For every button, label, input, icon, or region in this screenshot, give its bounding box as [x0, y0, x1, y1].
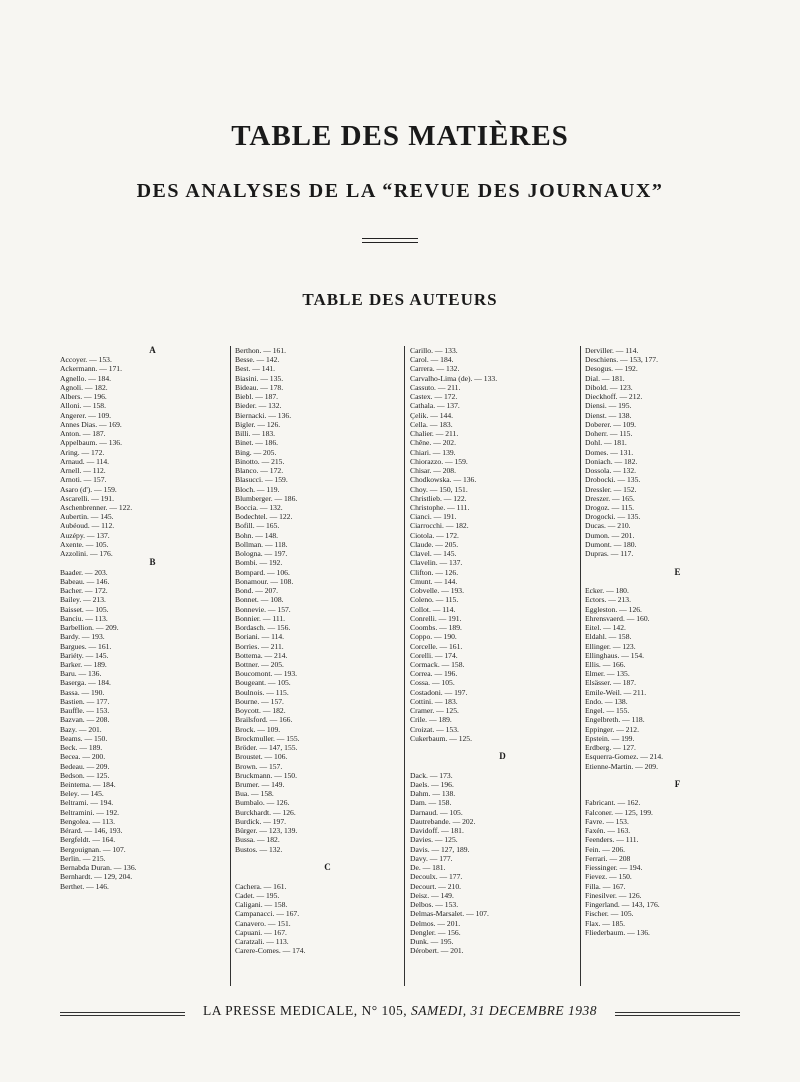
title-rule-bottom	[362, 242, 418, 243]
author-entry: Arnoti. — 157.	[60, 475, 107, 485]
author-entry: Clavel. — 145.	[410, 549, 457, 559]
author-entry: Dieckhoff. — 212.	[585, 392, 643, 402]
author-entry: Bauffle. — 153.	[60, 706, 110, 716]
author-entry: Burckhardt. — 126.	[235, 807, 296, 817]
author-entry: Decourt. — 210.	[410, 881, 462, 891]
author-entry: Fischer. — 105.	[585, 909, 634, 919]
author-entry: Brumer. — 149.	[235, 780, 285, 790]
author-entry: Bigler. — 126.	[235, 419, 281, 429]
author-entry: Axente. — 105.	[60, 539, 109, 549]
author-entry: Deisz. — 149.	[410, 890, 454, 900]
author-entry: Bottner. — 205.	[235, 659, 284, 669]
author-entry: Asaro (d'). — 159.	[60, 484, 117, 494]
author-entry: Dahm. — 138.	[410, 789, 456, 799]
author-entry: Finesilver. — 126.	[585, 890, 642, 900]
author-entry: Bougeant. — 105.	[235, 678, 291, 688]
author-entry: Eppinger. — 212.	[585, 724, 639, 734]
author-entry: Bruckmann. — 150.	[235, 770, 298, 780]
author-entry: Ecker. — 180.	[585, 586, 629, 596]
spacer	[585, 771, 770, 780]
author-entry: Appelbaum. — 136.	[60, 438, 123, 448]
author-entry: Bing. — 205.	[235, 447, 277, 457]
author-entry: Bottema. — 214.	[235, 650, 288, 660]
author-entry: Biasini. — 135.	[235, 373, 284, 383]
author-entry: Davidoff. — 181.	[410, 826, 464, 836]
author-entry: Binotto. — 215.	[235, 456, 285, 466]
author-entry: Coombs. — 189.	[410, 623, 462, 633]
author-entry: Bergfeldt. — 164.	[60, 835, 116, 845]
author-entry: Baru. — 136.	[60, 669, 102, 679]
author-entry: Becea. — 200.	[60, 752, 106, 762]
author-entry: Ectors. — 213.	[585, 595, 631, 605]
author-entry: Berthet. — 146.	[60, 881, 109, 891]
author-entry: Cianci. — 191.	[410, 512, 457, 522]
author-entry: Bodechtel. — 122.	[235, 512, 293, 522]
author-entry: Aring. — 172.	[60, 447, 105, 457]
author-entry: Favre. — 153.	[585, 816, 629, 826]
author-entry: Deschiens. — 153, 177.	[585, 355, 658, 365]
author-entry: Brock. — 109.	[235, 724, 281, 734]
author-entry: Cukerbaum. — 125.	[410, 733, 473, 743]
page-footer	[0, 1003, 800, 1019]
author-entry: Falconer. — 125, 199.	[585, 807, 653, 817]
author-entry: Dautrebande. — 202.	[410, 816, 476, 826]
author-entry: Bonnier. — 111.	[235, 613, 286, 623]
author-entry: Brockmuller. — 155.	[235, 733, 300, 743]
author-entry: Eggleston. — 126.	[585, 604, 642, 614]
author-entry: Brown. — 157.	[235, 761, 283, 771]
author-entry: Carillo. — 133.	[410, 346, 458, 355]
author-entry: Broustet. — 106.	[235, 752, 288, 762]
author-entry: Correa. — 196.	[410, 669, 458, 679]
author-entry: Cobvelle. — 193.	[410, 586, 464, 596]
author-entry: Ascarelli. — 191.	[60, 493, 114, 503]
author-entry: Dohl. — 181.	[585, 438, 627, 448]
author-entry: Albers. — 196.	[60, 392, 107, 402]
author-entry: Carere-Comes. — 174.	[235, 946, 306, 956]
author-entry: Cassuto. — 211.	[410, 382, 461, 392]
author-entry: Boccia. — 132.	[235, 502, 283, 512]
author-entry: Drogocki. — 135.	[585, 512, 641, 522]
author-entry: Blasucci. — 159.	[235, 475, 288, 485]
letter-heading: D	[499, 752, 506, 762]
author-entry: Bideau. — 178.	[235, 382, 284, 392]
author-entry: Arnell. — 112.	[60, 466, 106, 476]
author-entry: Chodkowska. — 136.	[410, 475, 477, 485]
author-entry: Agnello. — 184.	[60, 373, 112, 383]
author-entry: De. — 181.	[410, 863, 446, 873]
author-entry: Feenders. — 111.	[585, 835, 639, 845]
spacer	[585, 577, 770, 586]
author-entry: Endo. — 138.	[585, 696, 628, 706]
author-entry: Barbellion. — 209.	[60, 623, 119, 633]
author-entry: Delmas-Marsalet. — 107.	[410, 909, 489, 919]
author-entry: Agnoli. — 182.	[60, 382, 108, 392]
author-entry: Brailsford. — 166.	[235, 715, 293, 725]
author-entry: Bardy. — 193.	[60, 632, 105, 642]
author-entry: Bacher. — 172.	[60, 586, 108, 596]
author-entry: Bassa. — 190.	[60, 687, 105, 697]
author-entry: Elmer. — 135.	[585, 669, 630, 679]
author-entry: Dérobert. — 201.	[410, 946, 464, 956]
author-entry: Fingerland. — 143, 176.	[585, 900, 660, 910]
author-entry: Azzolini. — 176.	[60, 549, 113, 559]
author-entry: Auzépy. — 137.	[60, 530, 110, 540]
author-entry: Binet. — 186.	[235, 438, 279, 448]
author-entry: Besse. — 142.	[235, 355, 280, 365]
author-entry: Corcelle. — 161.	[410, 641, 463, 651]
author-entry: Bedson. — 125.	[60, 770, 110, 780]
author-entry: Bologna. — 197.	[235, 549, 288, 559]
author-entry: Anton. — 187.	[60, 429, 106, 439]
spacer	[235, 872, 420, 881]
author-entry: Dressler. — 152.	[585, 484, 637, 494]
author-entry: Chiorazzo. — 159.	[410, 456, 468, 466]
author-entry: Bonnevie. — 157.	[235, 604, 291, 614]
author-entry: Bérard. — 146, 193.	[60, 826, 123, 836]
author-entry: Dumon. — 201.	[585, 530, 635, 540]
author-entry: Bastien. — 177.	[60, 696, 110, 706]
author-entry: Cmunt. — 144.	[410, 576, 458, 586]
author-entry: Dial. — 181.	[585, 373, 625, 383]
footer-journal: LA PRESSE MEDICALE, N° 105,	[202, 1003, 408, 1018]
author-entry: Crile. — 189.	[410, 715, 452, 725]
author-entry: Epstein. — 199.	[585, 733, 635, 743]
author-entry: Dumont. — 180.	[585, 539, 637, 549]
author-entry: Aschenbrenner. — 122.	[60, 502, 133, 512]
author-entry: Beltrami. — 194.	[60, 798, 114, 808]
author-entry: Biebl. — 187.	[235, 392, 279, 402]
author-entry: Bussa. — 182.	[235, 835, 280, 845]
author-entry: Ehrensvaerd. — 160.	[585, 613, 650, 623]
author-entry: Doniach. — 182.	[585, 456, 638, 466]
author-entry: Baisset. — 105.	[60, 604, 109, 614]
author-entry: Bourne. — 157.	[235, 696, 284, 706]
author-entry: Croizat. — 153.	[410, 724, 459, 734]
author-entry: Etienne-Martin. — 209.	[585, 761, 658, 771]
author-entry: Delbos. — 153.	[410, 900, 459, 910]
spacer	[235, 854, 420, 863]
author-entry: Faxén. — 163.	[585, 826, 631, 836]
author-entry: Billi. — 183.	[235, 429, 276, 439]
author-entry: Bombi. — 192.	[235, 558, 283, 568]
letter-heading: F	[674, 780, 681, 790]
author-entry: Engel. — 155.	[585, 706, 630, 716]
author-entry: Beintema. — 184.	[60, 780, 116, 790]
author-entry: Banciu. — 113.	[60, 613, 108, 623]
author-entry: Clavelin. — 137.	[410, 558, 463, 568]
author-entry: Collot. — 114.	[410, 604, 456, 614]
footer-rule-right	[615, 1012, 740, 1016]
title-rule-top	[362, 238, 418, 239]
author-entry: Babeau. — 146.	[60, 576, 110, 586]
author-entry: Corelli. — 174.	[410, 650, 458, 660]
author-entry: Alloni. — 158.	[60, 401, 106, 411]
author-entry: Beley. — 145.	[60, 789, 104, 799]
author-entry: Beltramini. — 192.	[60, 807, 120, 817]
author-entry: Berthon. — 161.	[235, 346, 287, 355]
author-entry: Ferrari. — 208	[585, 853, 631, 863]
author-entry: Cossa. — 105.	[410, 678, 455, 688]
author-entry: Domes. — 131.	[585, 447, 634, 457]
page-title: TABLE DES MATIÈRES	[231, 120, 569, 152]
letter-heading: C	[324, 863, 331, 873]
author-entry: Bond. — 207.	[235, 586, 279, 596]
author-entry: Beams. — 150.	[60, 733, 108, 743]
author-entry: Blumberger. — 186.	[235, 493, 298, 503]
author-entry: Ellis. — 166.	[585, 659, 626, 669]
author-entry: Cramer. — 125.	[410, 706, 459, 716]
author-entry: Dack. — 173.	[410, 770, 453, 780]
author-entry: Cathala. — 137.	[410, 401, 460, 411]
author-entry: Cella. — 183.	[410, 419, 453, 429]
spacer	[410, 762, 595, 771]
author-entry: Dam. — 158.	[410, 798, 452, 808]
spacer	[585, 558, 770, 567]
author-entry: Best. — 141.	[235, 364, 276, 374]
column-divider	[404, 346, 405, 986]
author-entry: Dibold. — 123.	[585, 382, 633, 392]
author-entry: Campanacci. — 167.	[235, 909, 300, 919]
author-entry: Eitel. — 142.	[585, 623, 626, 633]
author-entry: Bröder. — 147, 155.	[235, 743, 298, 753]
author-entry: Bompard. — 106.	[235, 567, 290, 577]
author-entry: Drogoz. — 115.	[585, 502, 635, 512]
section-title: TABLE DES AUTEURS	[302, 290, 498, 309]
author-entry: Doherr. — 115.	[585, 429, 633, 439]
author-entry: Bernabda Duran. — 136.	[60, 863, 137, 873]
author-entry: Dossola. — 132.	[585, 466, 637, 476]
author-entry: Conrelli. — 191.	[410, 613, 462, 623]
author-entry: Dienst. — 138.	[585, 410, 632, 420]
author-entry: Bustos. — 132.	[235, 844, 283, 854]
author-entry: Flax. — 185.	[585, 918, 626, 928]
author-entry: Filla. — 167.	[585, 881, 626, 891]
author-entry: Daels. — 196.	[410, 780, 454, 790]
author-entry: Boycott. — 182.	[235, 706, 286, 716]
author-entry: Caratzali. — 113.	[235, 937, 289, 946]
author-entry: Decoulx. — 177.	[410, 872, 463, 882]
author-entry: Derviller. — 114.	[585, 346, 639, 355]
author-entry: Ducas. — 210.	[585, 521, 631, 531]
author-entry: Cottini. — 183.	[410, 696, 458, 706]
author-entry: Bieder. — 132.	[235, 401, 282, 411]
author-column-2	[235, 346, 420, 955]
author-entry: Drobocki. — 135.	[585, 475, 641, 485]
author-entry: Bergouignan. — 107.	[60, 844, 126, 854]
author-entry: Blanco. — 172.	[235, 466, 284, 476]
author-entry: Aubéoud. — 112.	[60, 521, 115, 531]
author-entry: Dreszer. — 165.	[585, 493, 635, 503]
author-entry: Eldahl. — 158.	[585, 632, 632, 642]
author-entry: Baserga. — 184.	[60, 678, 111, 688]
author-entry: Beck. — 189.	[60, 743, 103, 753]
author-entry: Çelik. — 144.	[410, 410, 454, 420]
author-entry: Fiessinger. — 194.	[585, 863, 643, 873]
author-entry: Emile-Weil. — 211.	[585, 687, 647, 697]
author-entry: Chisar. — 208.	[410, 466, 456, 476]
spacer	[585, 789, 770, 798]
author-entry: Coppo. — 190.	[410, 632, 457, 642]
author-entry: Ackermann. — 171.	[60, 364, 122, 374]
author-entry: Costadoni. — 197.	[410, 687, 468, 697]
author-entry: Canavero. — 151.	[235, 918, 291, 928]
author-entry: Bazy. — 201.	[60, 724, 102, 734]
author-entry: Bofill. — 165.	[235, 521, 280, 531]
author-entry: Davies. — 125.	[410, 835, 458, 845]
author-column-3	[410, 346, 595, 955]
author-entry: Angerer. — 109.	[60, 410, 112, 420]
author-entry: Davis. — 127, 189.	[410, 844, 470, 854]
author-entry: Christlieb. — 122.	[410, 493, 467, 503]
author-entry: Ciotola. — 172.	[410, 530, 459, 540]
footer-date: SAMEDI, 31 DECEMBRE 1938	[411, 1003, 597, 1018]
author-entry: Ellinger. — 123.	[585, 641, 636, 651]
author-entry: Fliederbaum. — 136.	[585, 927, 650, 937]
author-column-4	[585, 346, 770, 937]
author-entry: Accoyer. — 153.	[60, 355, 112, 365]
author-entry: Erdberg. — 127.	[585, 743, 636, 753]
letter-heading: B	[149, 558, 156, 568]
author-entry: Cormack. — 158.	[410, 659, 465, 669]
author-entry: Bariéty. — 145.	[60, 650, 109, 660]
author-entry: Delmos. — 201.	[410, 918, 461, 928]
author-entry: Bohn. — 148.	[235, 530, 279, 540]
author-entry: Dupras. — 117.	[585, 549, 634, 559]
author-entry: Carol. — 184.	[410, 355, 454, 365]
author-entry: Biernacki. — 136.	[235, 410, 292, 420]
author-entry: Chiari. — 139.	[410, 447, 456, 457]
column-divider	[580, 346, 581, 986]
author-entry: Burdick. — 197.	[235, 816, 287, 826]
author-entry: Doberer. — 109.	[585, 419, 637, 429]
author-entry: Carrera. — 132.	[410, 364, 460, 374]
spacer	[410, 743, 595, 752]
author-entry: Bonnet. — 108.	[235, 595, 284, 605]
author-entry: Dunk. — 195.	[410, 937, 454, 946]
author-entry: Caligani. — 158.	[235, 900, 288, 910]
author-entry: Elsässer. — 187.	[585, 678, 637, 688]
author-entry: Bengolea. — 113.	[60, 816, 115, 826]
author-entry: Annes Dias. — 169.	[60, 419, 122, 429]
author-column-1	[60, 346, 245, 891]
author-entry: Bailey. — 213.	[60, 595, 106, 605]
author-entry: Davy. — 177.	[410, 853, 453, 863]
author-entry: Bargues. — 161.	[60, 641, 112, 651]
author-entry: Capuani. — 167.	[235, 927, 287, 937]
author-entry: Choy. — 150, 151.	[410, 484, 468, 494]
author-entry: Esquerra-Gomez. — 214.	[585, 752, 664, 762]
author-entry: Fabricant. — 162.	[585, 798, 641, 808]
page-subtitle: DES ANALYSES DE LA “REVUE DES JOURNAUX”	[136, 180, 664, 202]
author-entry: Boucomont. — 193.	[235, 669, 298, 679]
author-entry: Bedeau. — 209.	[60, 761, 110, 771]
author-entry: Bollman. — 118.	[235, 539, 288, 549]
author-entry: Bazvan. — 208.	[60, 715, 110, 725]
author-entry: Desogus. — 192.	[585, 364, 638, 374]
author-entry: Bloch. — 119.	[235, 484, 280, 494]
author-entry: Boriani. — 114.	[235, 632, 285, 642]
author-entry: Barker. — 189.	[60, 659, 107, 669]
author-entry: Carvalho-Lima (de). — 133.	[410, 373, 498, 383]
author-entry: Ciarrocchi. — 182.	[410, 521, 469, 531]
author-entry: Chêne. — 202.	[410, 438, 456, 448]
author-entry: Baader. — 203.	[60, 567, 108, 577]
author-entry: Fievez. — 150.	[585, 872, 632, 882]
author-entry: Arnaud. — 114.	[60, 456, 110, 466]
author-entry: Borries. — 211.	[235, 641, 284, 651]
author-entry: Chalier. — 211.	[410, 429, 459, 439]
author-entry: Bua. — 158.	[235, 789, 274, 799]
author-entry: Clifton. — 126.	[410, 567, 459, 577]
author-entry: Bernhardt. — 129, 204.	[60, 872, 133, 882]
author-entry: Claude. — 205.	[410, 539, 459, 549]
author-entry: Castex. — 172.	[410, 392, 458, 402]
author-entry: Coleno. — 115.	[410, 595, 459, 605]
author-entry: Darnaud. — 105.	[410, 807, 463, 817]
author-entry: Fein. — 206.	[585, 844, 626, 854]
author-entry: Aubertin. — 145.	[60, 512, 114, 522]
author-entry: Diensi. — 195.	[585, 401, 632, 411]
author-entry: Boulnois. — 115.	[235, 687, 289, 697]
author-entry: Berlin. — 215.	[60, 853, 106, 863]
letter-heading: E	[674, 567, 681, 577]
author-entry: Bumbalo. — 126.	[235, 798, 290, 808]
author-entry: Cadet. — 195.	[235, 890, 280, 900]
author-entry: Bordasch. — 156.	[235, 623, 291, 633]
author-entry: Bonamour. — 108.	[235, 576, 294, 586]
author-entry: Ellinghaus. — 154.	[585, 650, 645, 660]
author-entry: Christophe. — 111.	[410, 502, 470, 512]
author-entry: Bürger. — 123, 139.	[235, 826, 298, 836]
letter-heading: A	[149, 346, 156, 355]
author-entry: Engelbreth. — 118.	[585, 715, 645, 725]
author-entry: Cachera. — 161.	[235, 881, 287, 891]
author-entry: Dengler. — 156.	[410, 927, 461, 937]
column-divider	[230, 346, 231, 986]
